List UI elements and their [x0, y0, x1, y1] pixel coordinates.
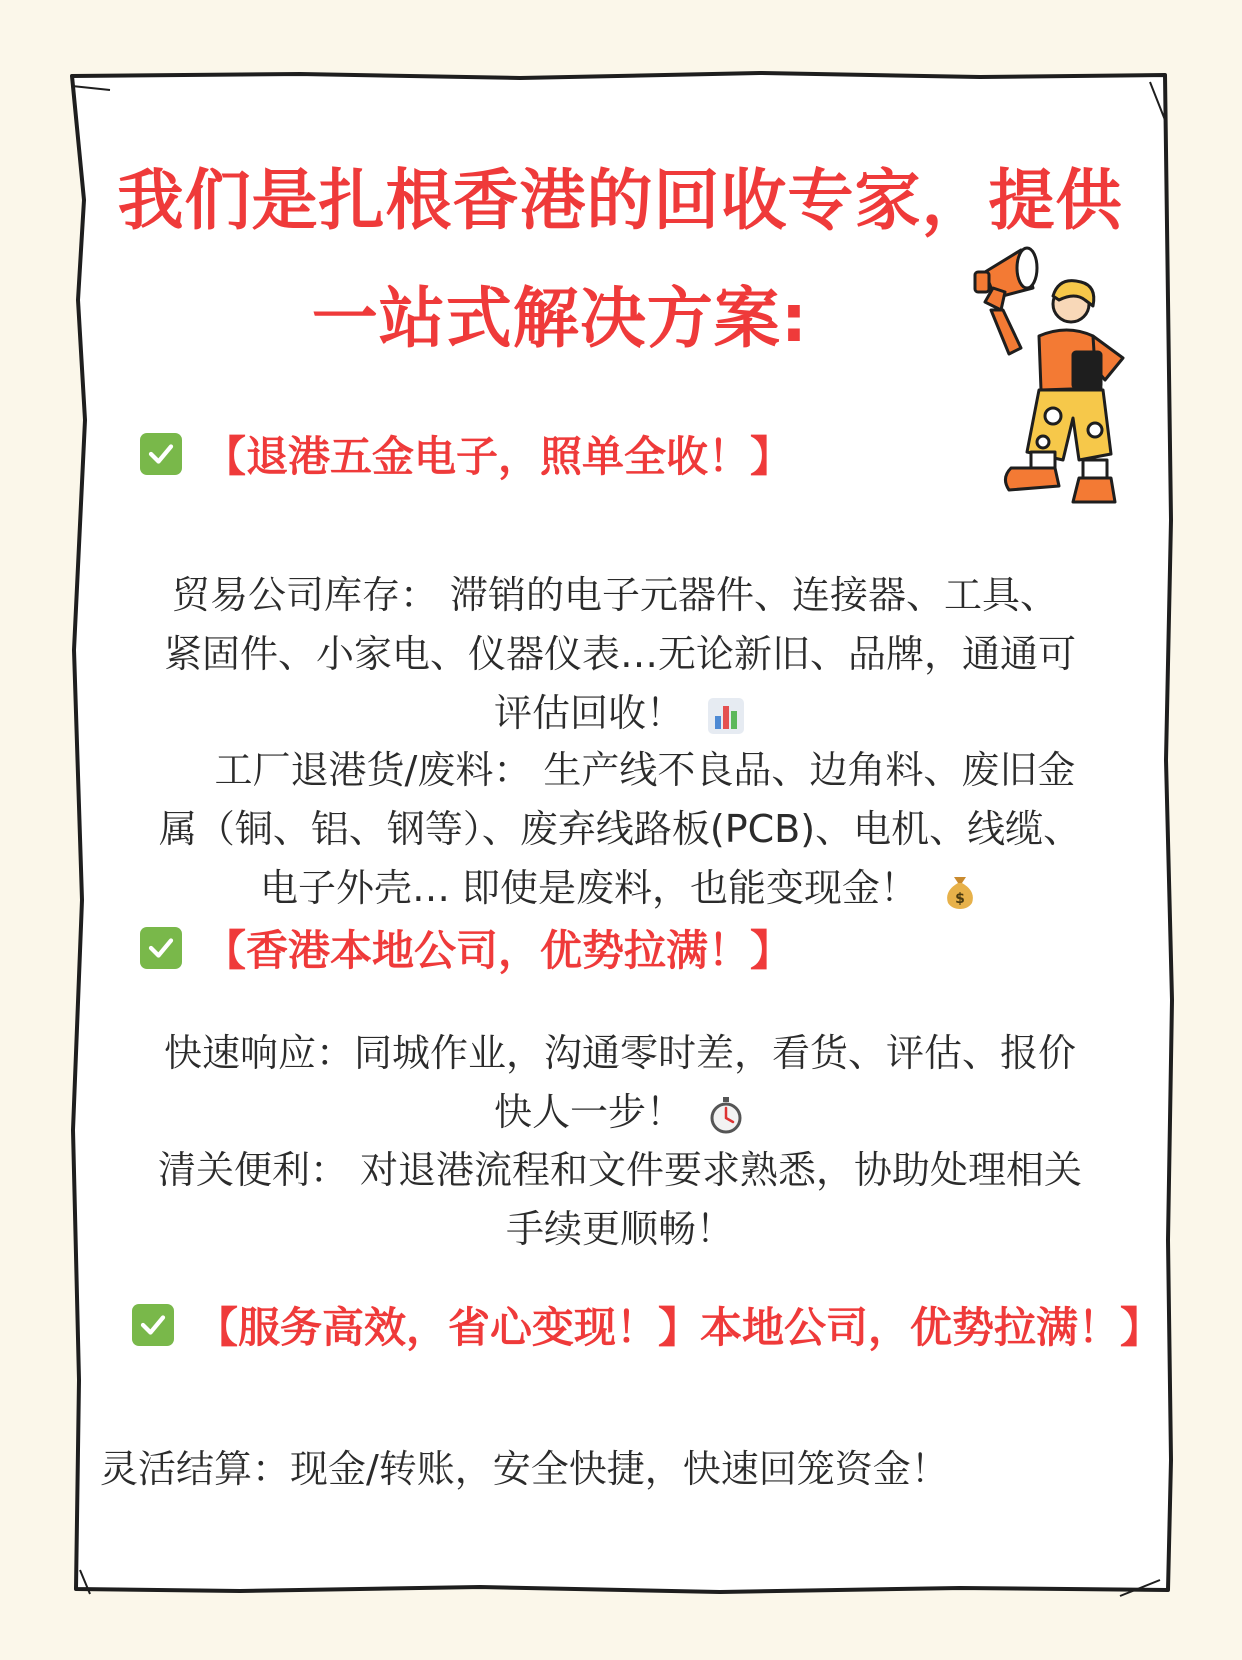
- section-heading-1: 【退港五金电子，照单全收！】: [140, 424, 792, 484]
- paragraph-trade-stock: 贸易公司库存： 滞销的电子元器件、连接器、工具、 紧固件、小家电、仪器仪表…无论新旧、品牌，通通可 评估回收！: [163, 573, 1076, 735]
- paragraph-factory-waste: 工厂退港货/废料： 生产线不良品、边角料、废旧金 属（铜、铝、钢等）、废弃线路板(PCB)、电机、线缆、 电子外壳… 即使是废料，也能变现金！ $: [158, 748, 1082, 910]
- paragraph-fast-response: 快速响应：同城作业，沟通零时差，看货、评估、报价 快人一步！: [163, 1031, 1076, 1134]
- title-line-1: 我们是扎根香港的回收专家，提供: [117, 162, 1123, 239]
- section-heading-2: 【香港本地公司，优势拉满！】: [140, 918, 792, 978]
- megaphone-person-illustration: [955, 240, 1155, 540]
- title-line-2: 一站式解决方案:: [311, 280, 809, 357]
- section-heading-3: 【服务高效，省心变现！】本地公司，优势拉满！】: [132, 1295, 1162, 1355]
- check-mark-icon: [140, 927, 182, 969]
- paragraph-settlement: 灵活结算：现金/转账，安全快捷，快速回笼资金！: [100, 1447, 949, 1491]
- stopwatch-icon: [706, 1095, 746, 1135]
- check-mark-icon: [140, 433, 182, 475]
- check-mark-icon: [132, 1304, 174, 1346]
- money-bag-icon: [940, 871, 980, 911]
- paragraph-customs: 清关便利： 对退港流程和文件要求熟悉，协助处理相关 手续更顺畅！: [157, 1148, 1083, 1251]
- bar-chart-icon: [706, 696, 746, 736]
- svg-text:$: $: [955, 890, 965, 907]
